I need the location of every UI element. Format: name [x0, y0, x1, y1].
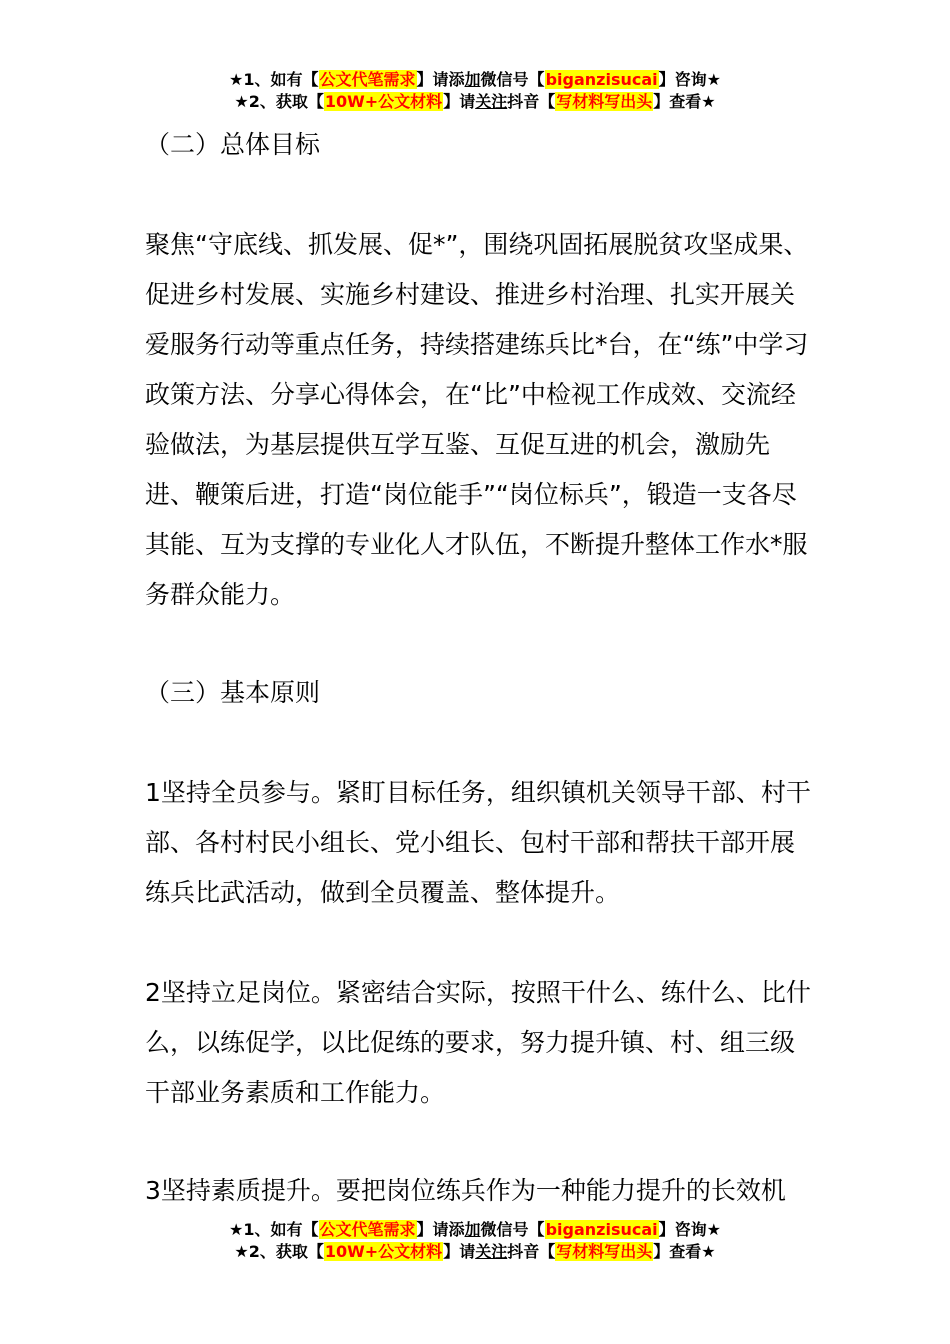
banner-text: ★2、获取【 [234, 92, 324, 111]
banner-underline: 加 [464, 70, 481, 89]
paragraph-text: 聚焦“守底线、抓发展、促*”，围绕巩固拓展脱贫攻坚成果、促进乡村发展、实施乡村建设、推进乡村治理、扎实开展关爱服务行动等重点任务，持续搭建练兵比*台，在“练”中学习政策方法、分享心得体会，在“比”中检视工作成效、交流经验做法，为基层提供互学互鉴、互促互进的机会，激励先进、鞭策后进，打造“岗位能手”“岗位标兵”，锻造一支各尽其能、互为支撑的专业化人才队伍，不断提升整体工作水*服务群众能力。 [145, 230, 809, 609]
banner-highlight: biganzisucai [545, 70, 658, 89]
banner-underline: 关注 [475, 92, 508, 111]
banner-line-1 [0, 1219, 950, 1241]
paragraph-text: 2坚持立足岗位。紧密结合实际，按照干什么、练什么、比什么，以练促学，以比促练的要求，努力提升镇、村、组三级干部业务素质和工作能力。 [145, 978, 811, 1107]
banner-text: ★2、获取【 [234, 1242, 324, 1261]
banner-text: 微信号【 [480, 1220, 545, 1239]
banner-highlight: 公文代笔需求 [319, 1220, 416, 1239]
paragraph-text: 1坚持全员参与。紧盯目标任务，组织镇机关领导干部、村干部、各村村民小组长、党小组长、包村干部和帮扶干部开展练兵比武活动，做到全员覆盖、整体提升。 [145, 778, 811, 907]
banner-text: 】请添 [416, 1220, 465, 1239]
banner-text: 】咨询★ [658, 1220, 721, 1239]
banner-text: 】查看★ [653, 1242, 716, 1261]
bottom-banner [0, 1219, 950, 1263]
banner-text: 抖音【 [507, 1242, 556, 1261]
banner-highlight: 公文代笔需求 [319, 70, 416, 89]
banner-text: 】请 [443, 1242, 476, 1261]
top-banner [0, 69, 950, 113]
banner-text: 】请 [443, 92, 476, 111]
banner-line-1 [0, 69, 950, 91]
banner-highlight: 写材料写出头 [556, 1242, 653, 1261]
banner-text: 抖音【 [507, 92, 556, 111]
section-heading-principles: （三）基本原则 [145, 678, 321, 707]
banner-text: 】咨询★ [658, 70, 721, 89]
paragraph-goal [145, 220, 815, 620]
banner-text: ★1、如有【 [229, 70, 319, 89]
paragraph-principle-2 [145, 968, 815, 1118]
paragraph-principle-3 [145, 1166, 815, 1216]
banner-underline: 关注 [475, 1242, 508, 1261]
banner-highlight: biganzisucai [545, 1220, 658, 1239]
banner-text: 微信号【 [480, 70, 545, 89]
banner-highlight: 10W+公文材料 [324, 1242, 443, 1261]
banner-line-2 [0, 91, 950, 113]
banner-text: 】请添 [416, 70, 465, 89]
banner-underline: 加 [464, 1220, 481, 1239]
banner-text: ★1、如有【 [229, 1220, 319, 1239]
section-heading-goal: （二）总体目标 [145, 130, 321, 159]
paragraph-text: 3坚持素质提升。要把岗位练兵作为一种能力提升的长效机 [145, 1176, 786, 1205]
banner-line-2 [0, 1241, 950, 1263]
banner-text: 】查看★ [653, 92, 716, 111]
banner-highlight: 写材料写出头 [556, 92, 653, 111]
banner-highlight: 10W+公文材料 [324, 92, 443, 111]
paragraph-principle-1 [145, 768, 815, 918]
